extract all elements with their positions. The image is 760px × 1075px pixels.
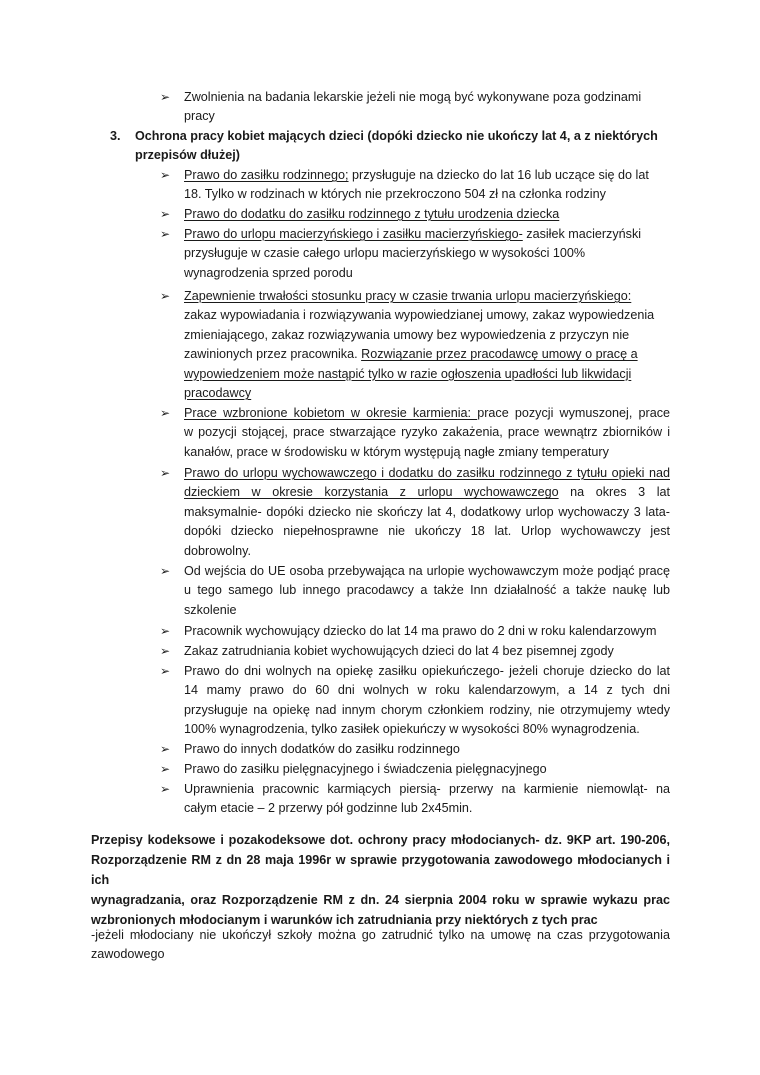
text-line: Prawo do zasiłku pielęgnacyjnego i świadczenia pielęgnacyjnego xyxy=(184,762,547,776)
paragraph-line: Rozporządzenie RM z dn 28 maja 1996r w sprawie przygotowania zawodowego młodocianych i ich xyxy=(91,853,670,887)
text-line: szkolenie xyxy=(184,602,237,617)
bullet-item-medical-exams xyxy=(184,88,670,127)
underlined-phrase: Prawo do urlopu macierzyńskiego i zasiłku macierzyńskiego- xyxy=(184,227,523,241)
text-line: Prawo do innych dodatków do zasiłku rodzinnego xyxy=(184,742,460,756)
paragraph-young-workers xyxy=(91,926,670,965)
text-fragment: przysługuje na dziecko do lat 16 lub uczące się do lat xyxy=(348,168,649,182)
bullet-item-employment-stability xyxy=(184,287,670,403)
text-line: 18. Tylko w rodzinach w których nie przekroczono 504 zł na członka rodziny xyxy=(184,187,606,202)
text-line: zakaz wypowiadania i rozwiązywania wypowiedzianej umowy, zakaz wypowiedzenia xyxy=(184,308,655,323)
section-number: 3. xyxy=(110,129,121,143)
bullet-item-breastfeeding xyxy=(184,780,670,819)
bullet-arrow-icon: ➢ xyxy=(160,564,171,578)
text-line: Zapewnienie trwałości stosunku pracy w czasie trwania urlopu macierzyńskiego: xyxy=(184,289,632,303)
text-line: maksymalnie- dopóki dziecko nie skończy lat 4, dodatkowy urlop wychowaczy 3 lata- xyxy=(184,504,670,519)
heading-line: przepisów dłużej) xyxy=(135,148,240,163)
text-line: Prawo do urlopu wychowawczego i dodatku do zasiłku rodzinnego z tytułu opieki nad xyxy=(184,466,670,480)
text-line: przysługuje w czasie całego urlopu macierzyńskiego w wysokości 100% xyxy=(184,246,586,261)
text-line: przysługuje na opiekę nad innym chorym członkiem rodziny, nie otrzymujemy wtedy xyxy=(184,702,670,717)
bullet-item-care-allowance xyxy=(184,662,670,740)
text-line: 100% wynagrodzenia, tylko zasiłek opiekuńczy w wysokości 80% wynagrodzenia. xyxy=(184,722,640,737)
underlined-phrase: Prace wzbronione kobietom w okresie karmienia: xyxy=(184,406,478,420)
text-line: zmieniającego, zakaz rozwiązywania umowy bez wypowiedzenia z przyczyn nie xyxy=(184,327,630,342)
bullet-item-forbidden-work xyxy=(184,404,670,462)
text-line: dopóki dziecko niepełnosprawne nie ukończy 18 lat. Urlop wychowawczy jest xyxy=(184,524,670,539)
text-line: wynagrodzenia sprzed porodu xyxy=(184,265,353,280)
bold-paragraph xyxy=(91,830,670,930)
bullet-arrow-icon: ➢ xyxy=(160,90,171,104)
bullet-arrow-icon: ➢ xyxy=(160,406,171,420)
text-line: 14 mamy prawo do 60 dni wolnych w roku kalendarzowym, a 14 z tych dni xyxy=(184,683,670,698)
text-line: Zwolnienia na badania lekarskie jeżeli nie mogą być wykonywane poza godzinami xyxy=(184,90,642,104)
bullet-arrow-icon: ➢ xyxy=(160,664,171,678)
text-line: całym etacie – 2 przerwy pół godzinne lub 2x45min. xyxy=(184,801,473,816)
paragraph-line: Przepisy kodeksowe i pozakodeksowe dot. ochrony pracy młodocianych- dz. 9KP art. 190-206, xyxy=(91,833,670,847)
text-line: Uprawnienia pracownic karmiących piersią- przerwy na karmienie niemowląt- na xyxy=(184,782,670,796)
bullet-item-maternity-leave xyxy=(184,225,670,283)
bullet-item-parental-leave xyxy=(184,464,670,561)
underlined-phrase: Rozwiązanie przez pracodawcę umowy o pracę a xyxy=(361,347,638,362)
paragraph-line: wynagradzania, oraz Rozporządzenie RM z dn. 24 sierpnia 2004 roku w sprawie wykazu prac xyxy=(91,893,670,907)
bullet-item-two-days xyxy=(184,622,670,641)
paragraph-line: wzbronionych młodocianym i warunków ich zatrudniania przy niektórych z tych prac xyxy=(91,913,598,927)
bullet-arrow-icon: ➢ xyxy=(160,782,171,796)
text-line: Zakaz zatrudniania kobiet wychowujących dzieci do lat 4 bez pisemnej zgody xyxy=(184,644,614,658)
bullet-item-nursing-allowance xyxy=(184,760,670,779)
text-line xyxy=(184,404,670,423)
text-line: dobrowolny. xyxy=(184,543,251,558)
text-line xyxy=(184,483,670,502)
text-line: wypowiedzeniem może nastąpić tylko w razie ogłoszenia upadłości lub likwidacji xyxy=(184,366,632,381)
text-line: pracy xyxy=(184,109,215,124)
text-fragment: prace pozycji wymuszonej, prace xyxy=(477,406,670,420)
bullet-arrow-icon: ➢ xyxy=(160,624,171,638)
text-line: Prawo do dodatku do zasiłku rodzinnego z tytułu urodzenia dziecka xyxy=(184,207,560,221)
text-line xyxy=(184,225,670,244)
bullet-arrow-icon: ➢ xyxy=(160,762,171,776)
underlined-phrase: Prawo do zasiłku rodzinnego; xyxy=(184,168,349,182)
text-line: w pozycji stojącej, prace stwarzające ryzyko zakażenia, prace wewnątrz zbiorników i xyxy=(184,425,670,440)
bullet-item-family-allowance xyxy=(184,166,670,205)
text-fragment: zawinionych przez pracownika. xyxy=(184,347,362,362)
text-line: Od wejścia do UE osoba przebywająca na urlopie wychowawczym może podjąć pracę xyxy=(184,564,670,578)
bullet-item-employment-ban xyxy=(184,642,670,661)
bullet-arrow-icon: ➢ xyxy=(160,466,171,480)
bullet-arrow-icon: ➢ xyxy=(160,644,171,658)
text-line xyxy=(184,345,670,364)
bullet-arrow-icon: ➢ xyxy=(160,289,171,303)
heading-line: Ochrona pracy kobiet mających dzieci (dopóki dziecko nie ukończy lat 4, a z niektórych xyxy=(135,129,658,143)
bullet-arrow-icon: ➢ xyxy=(160,227,171,241)
bullet-item-birth-supplement xyxy=(184,205,670,224)
bullet-item-other-supplements xyxy=(184,740,670,759)
bullet-arrow-icon: ➢ xyxy=(160,168,171,182)
bullet-item-eu-work xyxy=(184,562,670,620)
section-heading xyxy=(135,127,675,166)
bullet-arrow-icon: ➢ xyxy=(160,207,171,221)
underlined-phrase: dzieckiem w okresie korzystania z urlopu wychowawczego xyxy=(184,485,559,500)
text-line xyxy=(184,166,670,185)
text-line: pracodawcy xyxy=(184,386,252,401)
text-line: kanałów, prace w środowisku w którym występują nagłe zmiany temperatury xyxy=(184,444,609,459)
paragraph-line: zawodowego xyxy=(91,947,165,962)
text-fragment: zasiłek macierzyński xyxy=(522,227,642,241)
bullet-arrow-icon: ➢ xyxy=(160,742,171,756)
text-line: Prawo do dni wolnych na opiekę zasiłku opiekuńczego- jeżeli choruje dziecko do lat xyxy=(184,664,670,678)
paragraph-line: -jeżeli młodociany nie ukończył szkoły można go zatrudnić tylko na umowę na czas przygotowania xyxy=(91,928,670,942)
text-fragment: na okres 3 lat xyxy=(558,485,671,500)
text-line: Pracownik wychowujący dziecko do lat 14 ma prawo do 2 dni w roku kalendarzowym xyxy=(184,624,657,638)
text-line: u tego samego lub innego pracodawcy a także Inn działalność a także naukę lub xyxy=(184,583,670,598)
